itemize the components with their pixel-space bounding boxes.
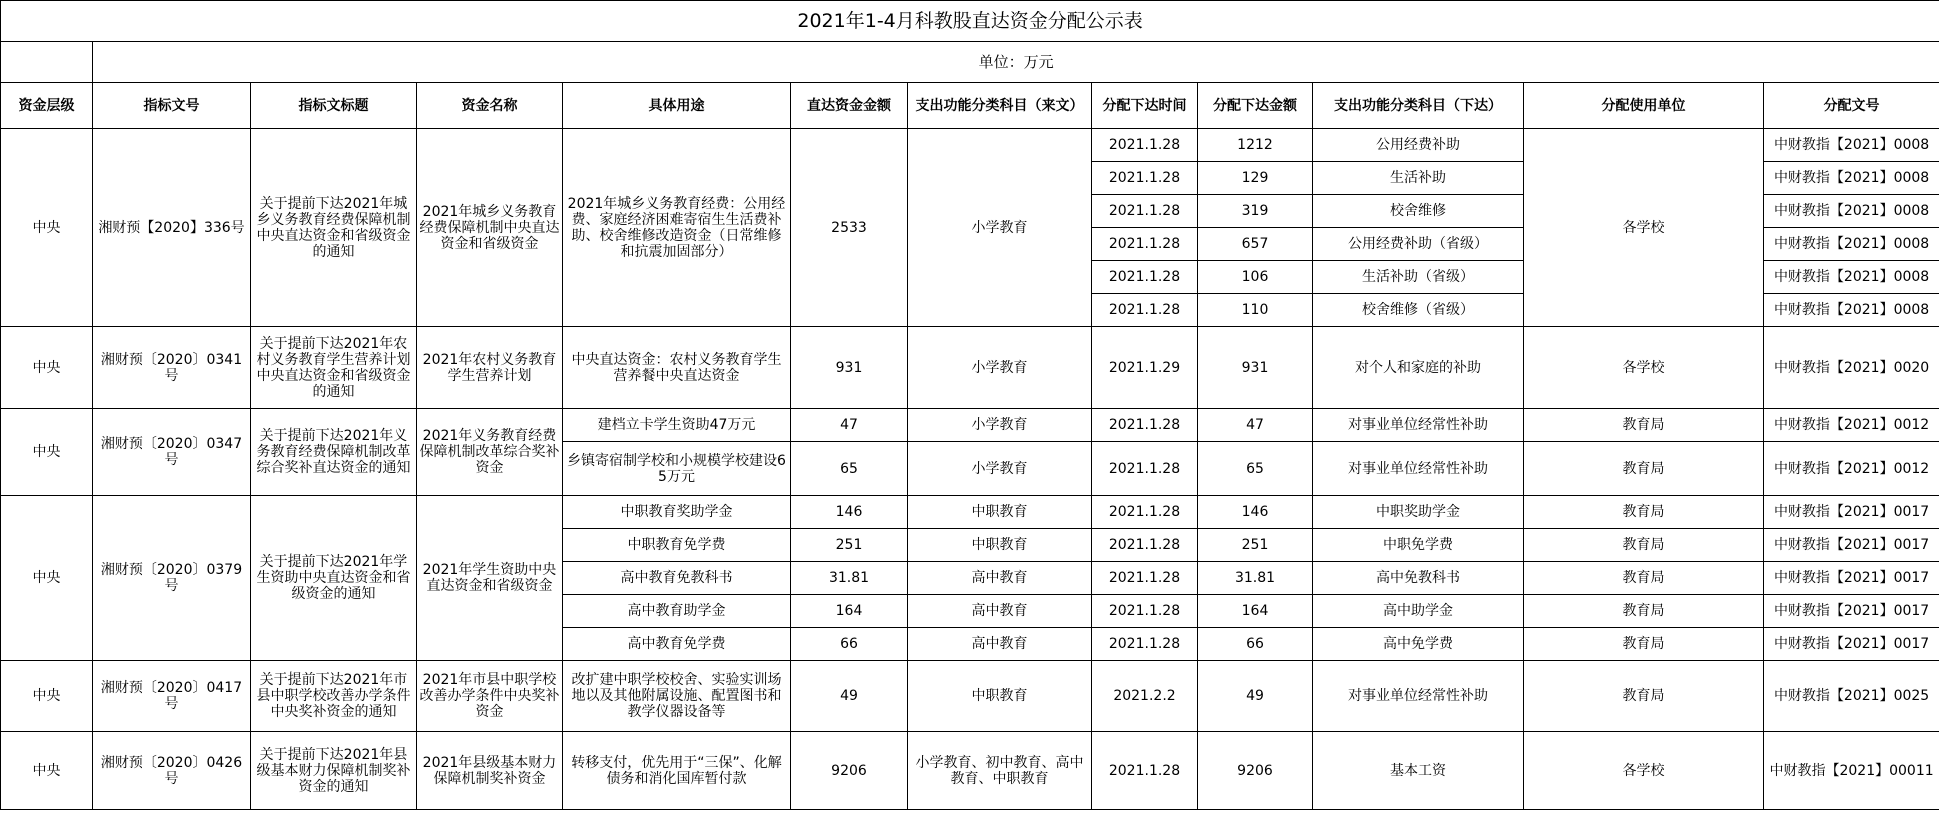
doc-title-cell: 关于提前下达2021年学生资助中央直达资金和省级资金的通知 — [251, 496, 417, 661]
table-row — [1, 129, 1939, 162]
level-cell: 中央 — [1, 496, 93, 661]
doc-no-cell: 湘财预【2020】336号 — [93, 129, 251, 327]
amount-cell: 2533 — [791, 129, 908, 327]
header-amount: 直达资金金额 — [791, 83, 908, 129]
header-alloc-time: 分配下达时间 — [1092, 83, 1198, 129]
unit-label: 单位：万元 — [93, 42, 1939, 83]
alloc-time-cell: 2021.1.28 — [1092, 442, 1198, 496]
alloc-amount-cell: 65 — [1198, 442, 1313, 496]
alloc-time-cell: 2021.1.28 — [1092, 294, 1198, 327]
header-func-out: 支出功能分类科目（下达） — [1313, 83, 1524, 129]
amount-cell: 146 — [791, 496, 908, 529]
alloc-doc-cell: 中财教指【2021】0025 — [1764, 661, 1939, 732]
func-out-cell: 基本工资 — [1313, 732, 1524, 810]
doc-no-cell: 湘财预〔2020〕0379号 — [93, 496, 251, 661]
alloc-doc-cell: 中财教指【2021】0020 — [1764, 327, 1939, 409]
doc-no-cell: 湘财预〔2020〕0426号 — [93, 732, 251, 810]
alloc-time-cell: 2021.1.28 — [1092, 529, 1198, 562]
amount-cell: 931 — [791, 327, 908, 409]
func-out-cell: 校舍维修 — [1313, 195, 1524, 228]
func-out-cell: 生活补助 — [1313, 162, 1524, 195]
func-in-cell: 小学教育、初中教育、高中教育、中职教育 — [908, 732, 1092, 810]
alloc-amount-cell: 49 — [1198, 661, 1313, 732]
alloc-time-cell: 2021.1.28 — [1092, 595, 1198, 628]
unit-cell: 教育局 — [1524, 595, 1764, 628]
alloc-time-cell: 2021.1.28 — [1092, 732, 1198, 810]
unit-cell: 教育局 — [1524, 496, 1764, 529]
func-out-cell: 高中免教科书 — [1313, 562, 1524, 595]
alloc-doc-cell: 中财教指【2021】0012 — [1764, 409, 1939, 442]
header-level: 资金层级 — [1, 83, 93, 129]
header-alloc-amount: 分配下达金额 — [1198, 83, 1313, 129]
func-in-cell: 中职教育 — [908, 529, 1092, 562]
fund-name-cell: 2021年市县中职学校改善办学条件中央奖补资金 — [417, 661, 563, 732]
alloc-amount-cell: 47 — [1198, 409, 1313, 442]
func-in-cell: 小学教育 — [908, 327, 1092, 409]
amount-cell: 47 — [791, 409, 908, 442]
doc-no-cell: 湘财预〔2020〕0341号 — [93, 327, 251, 409]
amount-cell: 164 — [791, 595, 908, 628]
func-out-cell: 高中免学费 — [1313, 628, 1524, 661]
doc-no-cell: 湘财预〔2020〕0347号 — [93, 409, 251, 496]
table-row — [1, 496, 1939, 529]
func-in-cell: 高中教育 — [908, 562, 1092, 595]
unit-cell: 各学校 — [1524, 732, 1764, 810]
unit-cell: 各学校 — [1524, 327, 1764, 409]
doc-title-cell: 关于提前下达2021年市县中职学校改善办学条件中央奖补资金的通知 — [251, 661, 417, 732]
usage-cell: 高中教育免学费 — [563, 628, 791, 661]
usage-cell: 转移支付，优先用于“三保”、化解债务和消化国库暂付款 — [563, 732, 791, 810]
level-cell: 中央 — [1, 129, 93, 327]
fund-name-cell: 2021年义务教育经费保障机制改革综合奖补资金 — [417, 409, 563, 496]
alloc-time-cell: 2021.1.29 — [1092, 327, 1198, 409]
table-row — [1, 732, 1939, 810]
alloc-doc-cell: 中财教指【2021】00011 — [1764, 732, 1939, 810]
alloc-amount-cell: 31.81 — [1198, 562, 1313, 595]
alloc-time-cell: 2021.1.28 — [1092, 409, 1198, 442]
header-doc-title: 指标文标题 — [251, 83, 417, 129]
amount-cell: 251 — [791, 529, 908, 562]
table-row — [1, 661, 1939, 732]
alloc-amount-cell: 931 — [1198, 327, 1313, 409]
fund-name-cell: 2021年农村义务教育学生营养计划 — [417, 327, 563, 409]
fund-name-cell: 2021年城乡义务教育经费保障机制中央直达资金和省级资金 — [417, 129, 563, 327]
usage-cell: 中职教育奖助学金 — [563, 496, 791, 529]
alloc-doc-cell: 中财教指【2021】0008 — [1764, 294, 1939, 327]
alloc-doc-cell: 中财教指【2021】0017 — [1764, 496, 1939, 529]
doc-no-cell: 湘财预〔2020〕0417号 — [93, 661, 251, 732]
unit-cell: 教育局 — [1524, 661, 1764, 732]
alloc-doc-cell: 中财教指【2021】0008 — [1764, 228, 1939, 261]
func-out-cell: 高中助学金 — [1313, 595, 1524, 628]
func-out-cell: 对事业单位经常性补助 — [1313, 409, 1524, 442]
alloc-amount-cell: 1212 — [1198, 129, 1313, 162]
doc-title-cell: 关于提前下达2021年县级基本财力保障机制奖补资金的通知 — [251, 732, 417, 810]
alloc-amount-cell: 129 — [1198, 162, 1313, 195]
alloc-doc-cell: 中财教指【2021】0017 — [1764, 595, 1939, 628]
doc-title-cell: 关于提前下达2021年义务教育经费保障机制改革综合奖补直达资金的通知 — [251, 409, 417, 496]
func-in-cell: 中职教育 — [908, 496, 1092, 529]
table-row — [1, 327, 1939, 409]
func-out-cell: 生活补助（省级） — [1313, 261, 1524, 294]
func-in-cell: 高中教育 — [908, 628, 1092, 661]
unit-cell: 各学校 — [1524, 129, 1764, 327]
usage-cell: 建档立卡学生资助47万元 — [563, 409, 791, 442]
fund-name-cell: 2021年学生资助中央直达资金和省级资金 — [417, 496, 563, 661]
doc-title-cell: 关于提前下达2021年农村义务教育学生营养计划中央直达资金和省级资金的通知 — [251, 327, 417, 409]
func-in-cell: 中职教育 — [908, 661, 1092, 732]
alloc-amount-cell: 319 — [1198, 195, 1313, 228]
alloc-amount-cell: 9206 — [1198, 732, 1313, 810]
unit-cell: 教育局 — [1524, 409, 1764, 442]
alloc-doc-cell: 中财教指【2021】0008 — [1764, 129, 1939, 162]
func-out-cell: 公用经费补助（省级） — [1313, 228, 1524, 261]
func-out-cell: 中职奖助学金 — [1313, 496, 1524, 529]
alloc-amount-cell: 106 — [1198, 261, 1313, 294]
func-in-cell: 小学教育 — [908, 442, 1092, 496]
alloc-time-cell: 2021.1.28 — [1092, 162, 1198, 195]
level-cell: 中央 — [1, 409, 93, 496]
func-out-cell: 中职免学费 — [1313, 529, 1524, 562]
table-title: 2021年1-4月科教股直达资金分配公示表 — [1, 1, 1939, 42]
alloc-amount-cell: 110 — [1198, 294, 1313, 327]
func-in-cell: 高中教育 — [908, 595, 1092, 628]
amount-cell: 66 — [791, 628, 908, 661]
level-cell: 中央 — [1, 732, 93, 810]
alloc-doc-cell: 中财教指【2021】0008 — [1764, 261, 1939, 294]
alloc-time-cell: 2021.1.28 — [1092, 129, 1198, 162]
usage-cell: 中职教育免学费 — [563, 529, 791, 562]
func-out-cell: 公用经费补助 — [1313, 129, 1524, 162]
unit-spacer-cell — [1, 42, 93, 83]
unit-cell: 教育局 — [1524, 628, 1764, 661]
alloc-amount-cell: 164 — [1198, 595, 1313, 628]
header-alloc-doc: 分配文号 — [1764, 83, 1939, 129]
usage-cell: 高中教育免教科书 — [563, 562, 791, 595]
amount-cell: 65 — [791, 442, 908, 496]
alloc-doc-cell: 中财教指【2021】0017 — [1764, 628, 1939, 661]
usage-cell: 改扩建中职学校校舍、实验实训场地以及其他附属设施、配置图书和教学仪器设备等 — [563, 661, 791, 732]
usage-cell: 高中教育助学金 — [563, 595, 791, 628]
amount-cell: 49 — [791, 661, 908, 732]
alloc-time-cell: 2021.1.28 — [1092, 228, 1198, 261]
alloc-time-cell: 2021.1.28 — [1092, 496, 1198, 529]
header-fund-name: 资金名称 — [417, 83, 563, 129]
level-cell: 中央 — [1, 661, 93, 732]
amount-cell: 31.81 — [791, 562, 908, 595]
usage-cell: 乡镇寄宿制学校和小规模学校建设65万元 — [563, 442, 791, 496]
header-doc-no: 指标文号 — [93, 83, 251, 129]
alloc-doc-cell: 中财教指【2021】0012 — [1764, 442, 1939, 496]
alloc-time-cell: 2021.1.28 — [1092, 261, 1198, 294]
func-out-cell: 校舍维修（省级） — [1313, 294, 1524, 327]
func-out-cell: 对事业单位经常性补助 — [1313, 661, 1524, 732]
table-row — [1, 409, 1939, 442]
alloc-doc-cell: 中财教指【2021】0017 — [1764, 562, 1939, 595]
fund-name-cell: 2021年县级基本财力保障机制奖补资金 — [417, 732, 563, 810]
func-in-cell: 小学教育 — [908, 409, 1092, 442]
unit-cell: 教育局 — [1524, 529, 1764, 562]
alloc-time-cell: 2021.1.28 — [1092, 628, 1198, 661]
alloc-amount-cell: 657 — [1198, 228, 1313, 261]
unit-cell: 教育局 — [1524, 442, 1764, 496]
usage-cell: 中央直达资金：农村义务教育学生营养餐中央直达资金 — [563, 327, 791, 409]
alloc-time-cell: 2021.1.28 — [1092, 195, 1198, 228]
alloc-doc-cell: 中财教指【2021】0008 — [1764, 162, 1939, 195]
header-func-in: 支出功能分类科目（来文） — [908, 83, 1092, 129]
alloc-time-cell: 2021.1.28 — [1092, 562, 1198, 595]
alloc-time-cell: 2021.2.2 — [1092, 661, 1198, 732]
header-row — [1, 83, 1939, 129]
amount-cell: 9206 — [791, 732, 908, 810]
doc-title-cell: 关于提前下达2021年城乡义务教育经费保障机制中央直达资金和省级资金的通知 — [251, 129, 417, 327]
header-usage: 具体用途 — [563, 83, 791, 129]
func-out-cell: 对个人和家庭的补助 — [1313, 327, 1524, 409]
alloc-doc-cell: 中财教指【2021】0017 — [1764, 529, 1939, 562]
alloc-amount-cell: 251 — [1198, 529, 1313, 562]
level-cell: 中央 — [1, 327, 93, 409]
func-out-cell: 对事业单位经常性补助 — [1313, 442, 1524, 496]
usage-cell: 2021年城乡义务教育经费：公用经费、家庭经济困难寄宿生生活费补助、校舍维修改造资金（日常维修和抗震加固部分） — [563, 129, 791, 327]
alloc-amount-cell: 66 — [1198, 628, 1313, 661]
alloc-amount-cell: 146 — [1198, 496, 1313, 529]
func-in-cell: 小学教育 — [908, 129, 1092, 327]
header-unit: 分配使用单位 — [1524, 83, 1764, 129]
unit-cell: 教育局 — [1524, 562, 1764, 595]
alloc-doc-cell: 中财教指【2021】0008 — [1764, 195, 1939, 228]
